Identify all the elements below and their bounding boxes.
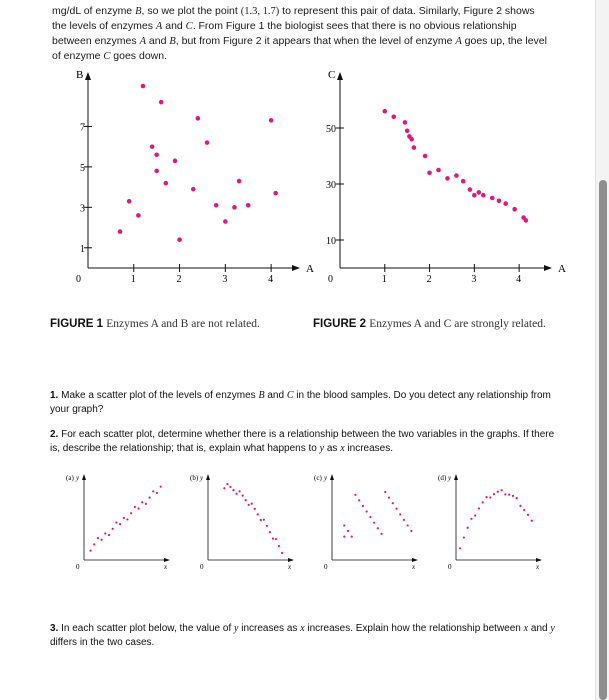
small-plot-point xyxy=(229,486,231,488)
small-plot-x-label: x xyxy=(164,563,168,571)
fig2-point xyxy=(472,193,477,198)
small-plot-point xyxy=(354,494,356,496)
small-plot-x-arrow xyxy=(164,558,170,562)
small-plot-point xyxy=(504,493,506,495)
small-plot-point xyxy=(263,519,265,521)
small-plot-point xyxy=(478,507,480,509)
fig2-point xyxy=(427,171,432,176)
small-plot-point xyxy=(369,516,371,518)
fig1-point xyxy=(154,152,159,157)
small-plot-point xyxy=(467,527,469,529)
fig1-point xyxy=(273,191,278,196)
small-plot-point xyxy=(257,513,259,515)
small-plot-point xyxy=(248,504,250,506)
small-plot-point xyxy=(235,493,237,495)
small-plot-point xyxy=(377,527,379,529)
fig1-point xyxy=(196,116,201,121)
small-plot-y-label: y xyxy=(448,474,452,482)
small-plot-point xyxy=(115,521,117,523)
small-plot-point xyxy=(156,492,158,494)
small-plot-label: (a) xyxy=(66,474,74,482)
small-plot-point xyxy=(489,496,491,498)
fig1-point xyxy=(118,229,123,234)
small-plot-point xyxy=(380,533,382,535)
small-plot-point xyxy=(97,537,99,539)
small-plot-point xyxy=(245,499,247,501)
small-plot-point xyxy=(516,497,518,499)
small-plot-point xyxy=(362,505,364,507)
fig2-x-label: A xyxy=(558,263,566,275)
small-plot-point xyxy=(226,483,228,485)
fig1-point xyxy=(223,219,228,224)
fig1-point xyxy=(150,144,155,149)
fig2-point xyxy=(454,173,459,178)
small-plot-origin: 0 xyxy=(200,563,204,571)
small-plot-point xyxy=(104,532,106,534)
small-plot-y-arrow xyxy=(330,474,334,480)
figure-1-caption-text: Enzymes A and B are not related. xyxy=(106,318,260,330)
small-plot-x-arrow xyxy=(288,558,294,562)
small-plot-point xyxy=(126,518,128,520)
small-plot-point xyxy=(463,536,465,538)
small-plot-point xyxy=(275,538,277,540)
small-plot-origin: 0 xyxy=(448,563,452,571)
small-plot-point xyxy=(134,506,136,508)
small-plot-point xyxy=(388,497,390,499)
small-plot-point xyxy=(366,510,368,512)
fig1-x-tick-label: 0 xyxy=(76,274,81,285)
small-plot-point xyxy=(527,514,529,516)
fig1-x-tick-label: 3 xyxy=(222,274,228,285)
small-plot-point xyxy=(89,550,91,552)
small-plot-point xyxy=(260,519,262,521)
fig2-point xyxy=(477,190,482,195)
small-plot-point xyxy=(470,518,472,520)
small-plot-point xyxy=(343,524,345,526)
small-plot-origin: 0 xyxy=(76,563,80,571)
small-plot-point xyxy=(482,501,484,503)
figure-2-caption xyxy=(313,317,563,331)
question-3: 3. In each scatter plot below, the value of y increases as x increases. Explain how the relationship between x and y differs in the two cases. xyxy=(50,623,555,648)
fig1-point xyxy=(205,140,210,145)
fig2-point xyxy=(445,176,450,181)
small-plot-y-label: y xyxy=(76,474,80,482)
fig1-point xyxy=(141,84,146,89)
small-plot-point xyxy=(130,512,132,514)
small-plot-1 xyxy=(66,474,170,571)
fig1-y-tick-label: 5 xyxy=(80,162,85,174)
small-plot-point xyxy=(508,494,510,496)
fig1-point xyxy=(127,199,132,204)
small-plot-point xyxy=(407,524,409,526)
small-plot-point xyxy=(223,487,225,489)
fig2-x-tick-label: 4 xyxy=(516,274,522,285)
fig1-point xyxy=(159,100,164,105)
fig1-y-arrow xyxy=(85,72,91,80)
small-plot-point xyxy=(343,536,345,538)
fig1-point xyxy=(164,181,169,186)
figure-1-caption xyxy=(50,317,300,331)
small-plot-point xyxy=(512,495,514,497)
small-plot-y-arrow xyxy=(82,474,86,480)
small-plot-point xyxy=(281,552,283,554)
fig2-x-tick-label: 0 xyxy=(328,274,333,285)
fig1-point xyxy=(177,237,182,242)
small-plot-3 xyxy=(314,474,418,571)
small-plot-point xyxy=(459,547,461,549)
fig1-point xyxy=(191,187,196,192)
small-plot-point xyxy=(119,523,121,525)
figure-1-title: FIGURE 1 xyxy=(50,318,104,330)
small-plot-point xyxy=(410,530,412,532)
small-plot-point xyxy=(395,508,397,510)
figure-2-caption-text: Enzymes A and C are strongly related. xyxy=(369,318,546,330)
fig2-point xyxy=(409,137,414,142)
small-plot-point xyxy=(519,505,521,507)
small-plot-point xyxy=(384,491,386,493)
small-scatter-plots xyxy=(60,470,560,580)
small-plot-point xyxy=(93,543,95,545)
small-plot-x-arrow xyxy=(536,558,542,562)
fig2-y-arrow xyxy=(337,72,343,80)
small-plot-y-label: y xyxy=(324,474,328,482)
small-plot-point xyxy=(500,489,502,491)
small-plot-point xyxy=(373,522,375,524)
fig1-x-tick-label: 4 xyxy=(268,274,274,285)
fig2-point xyxy=(436,168,441,173)
fig2-y-tick-label: 50 xyxy=(326,124,336,135)
small-plot-point xyxy=(497,491,499,493)
fig2-point xyxy=(512,207,517,212)
fig2-x-tick-label: 2 xyxy=(426,274,432,285)
fig1-point xyxy=(269,118,274,123)
small-plot-point xyxy=(399,513,401,515)
fig1-y-tick-label: 3 xyxy=(80,203,85,215)
small-plot-point xyxy=(251,503,253,505)
small-plot-x-label: x xyxy=(536,563,540,571)
fig2-y-tick-label: 10 xyxy=(326,236,336,247)
small-plot-point xyxy=(272,538,274,540)
small-plot-point xyxy=(269,531,271,533)
small-plot-label: (c) xyxy=(314,474,322,482)
small-plot-x-label: x xyxy=(412,563,416,571)
fig1-x-tick-label: 1 xyxy=(130,274,136,285)
small-plot-label: (d) xyxy=(438,474,447,482)
fig2-x-tick-label: 3 xyxy=(471,274,477,285)
vertical-scrollbar[interactable] xyxy=(595,0,609,700)
fig2-point xyxy=(490,196,495,201)
fig2-y-label: C xyxy=(328,69,336,81)
small-plot-point xyxy=(347,530,349,532)
fig1-x-label: A xyxy=(306,263,314,275)
small-plot-point xyxy=(358,499,360,501)
fig2-point xyxy=(461,179,466,184)
fig1-y-tick-label: 7 xyxy=(80,122,85,134)
small-plot-point xyxy=(141,501,143,503)
small-plot-point xyxy=(523,509,525,511)
small-plot-4 xyxy=(438,474,542,571)
small-plot-point xyxy=(160,486,162,488)
fig2-x-arrow xyxy=(544,265,552,271)
fig1-point xyxy=(154,169,159,174)
fig2-point xyxy=(412,145,417,150)
fig2-point xyxy=(423,154,428,159)
small-plot-x-arrow xyxy=(412,558,418,562)
small-plot-y-arrow xyxy=(206,474,210,480)
small-plot-y-arrow xyxy=(454,474,458,480)
small-plot-point xyxy=(123,517,125,519)
figure-2-title: FIGURE 2 xyxy=(313,318,367,330)
fig1-point xyxy=(173,159,178,164)
figure-1-scatter xyxy=(60,69,314,295)
fig2-point xyxy=(497,199,502,204)
question-1: 1. Make a scatter plot of the levels of enzymes B and C in the blood samples. Do you detect any relationship from your graph? xyxy=(50,390,551,415)
scrollbar-thumb[interactable] xyxy=(599,180,607,700)
fig2-point xyxy=(403,120,408,125)
fig2-point xyxy=(405,129,410,134)
small-plot-point xyxy=(242,495,244,497)
fig1-point xyxy=(246,203,251,208)
small-plot-point xyxy=(392,502,394,504)
small-plot-point xyxy=(152,490,154,492)
fig2-point xyxy=(391,115,396,120)
small-plot-point xyxy=(137,507,139,509)
small-plot-point xyxy=(145,503,147,505)
fig2-point xyxy=(524,218,529,223)
small-plot-point xyxy=(112,528,114,530)
fig1-point xyxy=(136,213,141,218)
small-plot-point xyxy=(232,489,234,491)
small-plot-point xyxy=(101,539,103,541)
fig1-point xyxy=(214,203,219,208)
small-plot-point xyxy=(485,496,487,498)
small-plot-point xyxy=(278,545,280,547)
small-plot-point xyxy=(108,534,110,536)
question-2: 2. For each scatter plot, determine whether there is a relationship between the two variables in the graphs. If there is, describe the relationship; that is, explain what happens to y as x increases. xyxy=(50,429,555,454)
figure-2-scatter xyxy=(312,69,566,295)
small-plot-point xyxy=(266,525,268,527)
small-plot-point xyxy=(531,520,533,522)
small-plot-label: (b) xyxy=(190,474,199,482)
fig2-point xyxy=(382,109,387,114)
fig1-point xyxy=(237,179,242,184)
small-plot-x-label: x xyxy=(288,563,292,571)
fig2-x-tick-label: 1 xyxy=(381,274,387,285)
fig1-y-label: B xyxy=(76,69,84,81)
small-plot-point xyxy=(238,490,240,492)
small-plot-origin: 0 xyxy=(324,563,328,571)
small-plot-point xyxy=(149,497,151,499)
fig1-x-tick-label: 2 xyxy=(176,274,182,285)
fig2-point xyxy=(503,201,508,206)
small-plot-point xyxy=(351,536,353,538)
small-plot-point xyxy=(493,493,495,495)
fig1-point xyxy=(232,205,237,210)
fig2-point xyxy=(468,187,473,192)
fig2-point xyxy=(481,193,486,198)
fig1-x-arrow xyxy=(292,265,300,271)
small-plot-y-label: y xyxy=(200,474,204,482)
intro-paragraph: mg/dL of enzyme B, so we plot the point (1.3, 1.7) to represent this pair of data. Similarly, Figure 2 shows the levels of enzymes A and C. From Figure 1 the biologist sees that there is no obvious relationship between enzymes A and B, but from Figure 2 it appears that when the level of enzyme A goes up, the level of enzyme C goes down. xyxy=(52,5,547,62)
small-plot-point xyxy=(254,508,256,510)
small-plot-point xyxy=(474,514,476,516)
fig2-y-tick-label: 30 xyxy=(326,180,336,191)
small-plot-2 xyxy=(190,474,294,571)
small-plot-point xyxy=(403,519,405,521)
fig1-y-tick-label: 1 xyxy=(80,243,85,255)
